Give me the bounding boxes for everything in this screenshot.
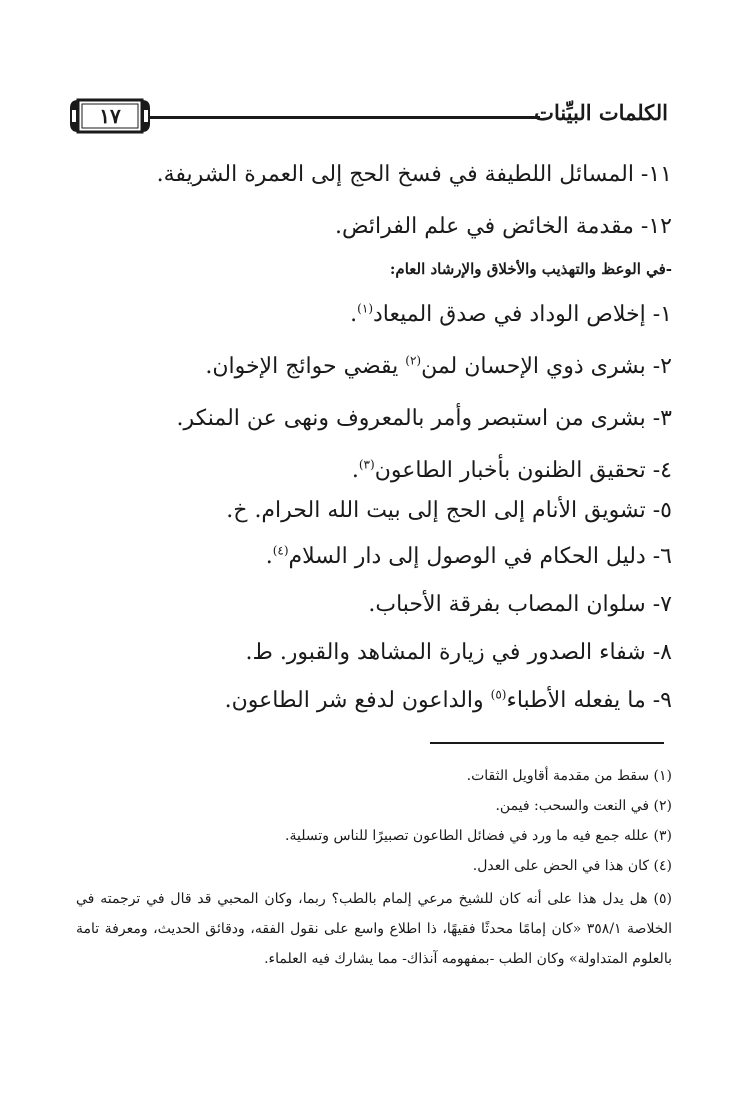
list-item [350, 300, 672, 330]
item-text: ١- إخلاص الوداد في صدق الميعاد [373, 302, 672, 327]
footnote: (١) سقط من مقدمة أقاويل الثقات. [466, 768, 672, 784]
item-text: ٢- بشرى ذوي الإحسان لمن [421, 354, 672, 379]
section-heading: -في الوعظ والتهذيب والأخلاق والإرشاد العام: [389, 260, 672, 278]
list-item [225, 686, 672, 716]
item-text-tail: يقضي حوائج الإخوان. [205, 354, 406, 379]
list-item [226, 496, 672, 526]
footnote-ref: (٥) [490, 687, 507, 702]
item-text-tail: والداعون لدفع شر الطاعون. [224, 688, 491, 713]
list-item [368, 590, 672, 620]
list-item: ١٢- مقدمة الخائض في علم الفرائض. [334, 214, 672, 239]
list-item [176, 404, 672, 434]
item-text: ٣- بشرى من استبصر وأمر بالمعروف ونهى عن المنكر. [176, 406, 672, 431]
list-item: ١١- المسائل اللطيفة في فسخ الحج إلى العمرة الشريفة. [156, 162, 672, 187]
item-text: ٥- تشويق الأنام إلى الحج إلى بيت الله الحرام. خ. [226, 498, 672, 523]
list-item [352, 456, 672, 486]
footnote-ref: (٣) [358, 457, 375, 472]
item-text: ٨- شفاء الصدور في زيارة المشاهد والقبور. ط. [245, 640, 672, 665]
footnote-ref: (١) [357, 301, 373, 316]
footnote-separator [430, 742, 664, 744]
list-item [205, 352, 672, 382]
item-text-tail: . [351, 458, 359, 483]
item-text: ٤- تحقيق الظنون بأخبار الطاعون [374, 458, 672, 483]
footnote-ref: (٢) [405, 353, 422, 368]
footnote-long: (٥) هل يدل هذا على أنه كان للشيخ مرعي إلمام بالطب؟ ربما، وكان المحبي قد قال في ترجمته في الخلاصة ٣٥٨/١ «كان إمامًا محدثًا فقيهًا، ذا اطلاع واسع على نقول الفقه، ودقائق الحديث، ومعرفة تامة بالعلوم المتداولة» وكان الطب -بمفهومه آنذاك- مما يشارك فيه العلماء. [76, 891, 672, 967]
header-rule [150, 116, 540, 119]
item-text: ٦- دليل الحكام في الوصول إلى دار السلام [288, 544, 672, 569]
footnote: (٤) كان هذا في الحض على العدل. [472, 858, 672, 874]
item-text-tail: . [265, 544, 273, 569]
footnote: (٣) علله جمع فيه ما ورد في فضائل الطاعون تصبيرًا للناس وتسلية. [285, 828, 672, 844]
running-title: الكلمات البيِّنات [534, 100, 668, 125]
list-item [266, 542, 672, 572]
footnote-ref: (٤) [272, 543, 289, 558]
item-text: ٩- ما يفعله الأطباء [506, 688, 672, 713]
item-text-tail: . [350, 302, 358, 327]
item-text: ٧- سلوان المصاب بفرقة الأحباب. [368, 592, 672, 617]
list-item [245, 638, 672, 668]
page-number: ١٧ [99, 104, 121, 128]
footnote: (٢) في النعت والسحب: فيمن. [495, 798, 672, 814]
page-header [68, 96, 668, 138]
